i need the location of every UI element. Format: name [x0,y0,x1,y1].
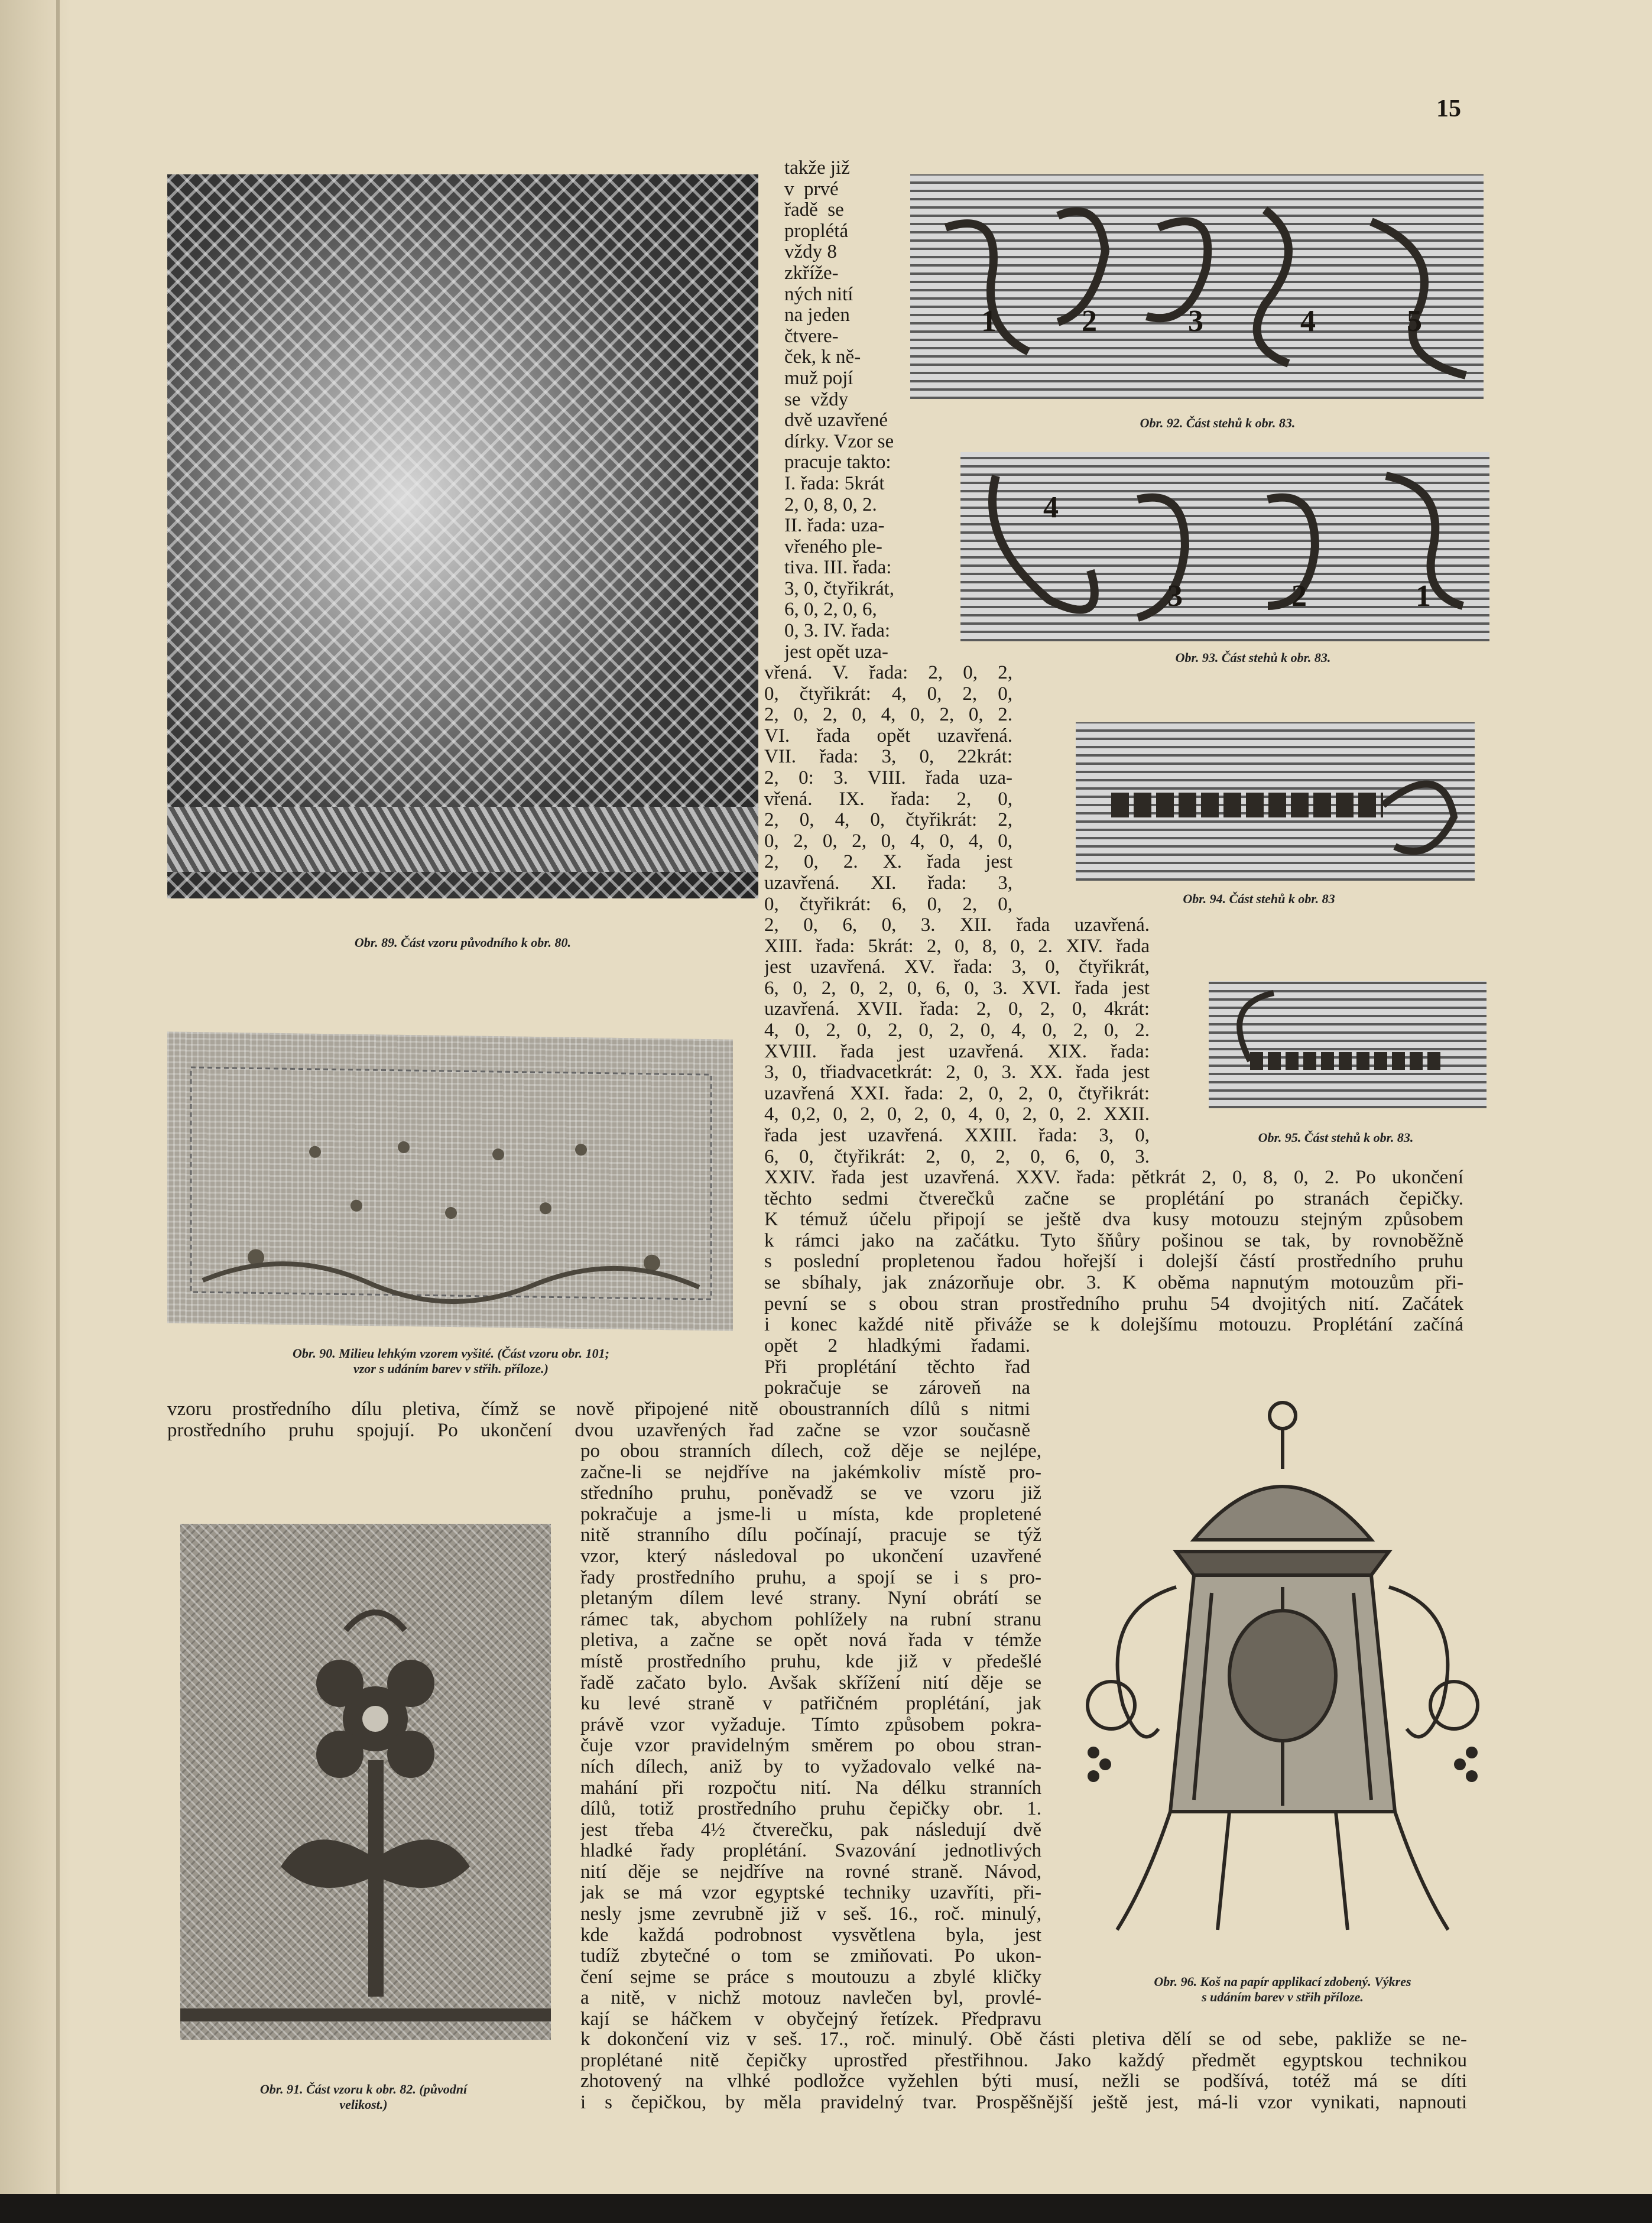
text-lower-mid-line: kde každá podrobnost vysvětlena byla, jest [580,1925,1041,1946]
text-narrow-line: takže již [784,158,850,179]
figure-92-overlay [910,174,1484,399]
text-lower-mid-line: nitě stranního dílu počínají, pracuje se týž [580,1525,1041,1546]
figure-90-motifs [167,1031,733,1330]
page-bottom-edge [0,2194,1652,2223]
text-lower-mid-line: vzor, který následoval po ukončení uzavřené [580,1546,1041,1567]
text-lower-mid-line: začne-li se nejdříve na jakémkoliv místě pro- [580,1462,1041,1483]
text-lower-mid-line: ku levé straně v patřičném proplétání, jak [580,1693,1041,1715]
text-lower-mid-line: právě vzor vyžaduje. Tímto způsobem pokra- [580,1714,1041,1735]
text-lower-mid-line: rámec tak, abychom pohlížely na rubní stranu [580,1609,1041,1630]
text-narrow-line: řadě se [784,200,844,221]
text-lower-mid-line: středního pruhu, poněvadž se ve vzoru již [580,1483,1041,1504]
figure-94-caption: Obr. 94. Část stehů k obr. 83 [1183,891,1335,906]
text-narrow-line: ných nití [784,284,853,305]
figure-89-embroidery-pattern [167,174,758,898]
body-text-full-width-middle [764,1167,1463,1336]
body-text-upper-wide-column [764,915,1150,1167]
text-upper-wide-line: 6, 0, 2, 0, 2, 0, 6, 0, 3. XVI. řada jest [764,978,1150,999]
body-text-bottom [580,2029,1467,2113]
text-bottom-line: zhotovený na vlhké podložce vyžehlen býti musí, nežli se podšívá, totéž má se díti [580,2071,1467,2092]
text-upper-wide-line: uzavřená XXI. řada: 2, 0, 2, 0, čtyřikrát: [764,1083,1150,1104]
text-narrow-line: dírky. Vzor se [784,431,894,452]
text-very-wide-line: vzoru prostředního dílu pletiva, čímž se nově připojené nitě oboustranních dílů s nitmi [167,1399,1030,1420]
figure-91-caption-line-2: velikost.) [339,2097,388,2112]
text-upper-wide-line: XVIII. řada jest uzavřená. XIX. řada: [764,1041,1150,1062]
text-lower-mid-line: tudíž zbytečné o tom se zmiňovati. Po ukon- [580,1946,1041,1967]
text-lower-mid-line: řadě začato bylo. Avšak skřížení nití děje se [580,1672,1041,1693]
text-narrow-line: jest opět uza- [784,641,888,663]
figure-95-stitches [1209,981,1487,1108]
text-lower-mid-line: mahání při rozpočtu nití. Na délku stranních [580,1777,1041,1799]
figure-93-label-1: 1 [1416,579,1431,613]
text-short-line: Při proplétání těchto řad [764,1356,1030,1378]
figure-96-caption [1076,1974,1489,2005]
text-very-wide-line: prostředního pruhu spojují. Po ukončení dvou uzavřených řad začne se vzor současně [167,1420,1030,1441]
text-medium-line: 0, čtyřikrát: 6, 0, 2, 0, [764,894,1012,915]
figure-92-label-3: 3 [1188,304,1203,338]
figure-90-caption-line-2: vzor s udáním barev v střih. příloze.) [353,1361,549,1376]
text-lower-mid-line: pletaným dílem levé strany. Nyní obrátí se [580,1588,1041,1609]
text-lower-mid-line: pletiva, a začne se opět nová řada v témže [580,1630,1041,1651]
text-narrow-line: muž pojí [784,368,853,389]
figure-93-label-2: 2 [1291,579,1307,613]
figure-89-caption: Obr. 89. Část vzoru původního k obr. 80. [354,935,572,950]
text-lower-mid-line: pokračuje a jsme-li u místa, kde propletené [580,1504,1041,1525]
text-upper-wide-line: 3, 0, třiadvacetkrát: 2, 0, 3. XX. řada jest [764,1062,1150,1083]
text-narrow-line: čtvere- [784,326,839,347]
text-narrow-line: 0, 3. IV. řada: [784,621,891,642]
text-narrow-line: tiva. III. řada: [784,557,892,579]
text-medium-line: 2, 0, 2, 0, 4, 0, 2, 0, 2. [764,705,1012,726]
figure-96-caption-line-1: Obr. 96. Koš na papír applikací zdobený. Výkres [1154,1974,1411,1989]
text-medium-line: 2, 0, 2. X. řada jest [764,852,1012,873]
figure-93-label-3: 3 [1167,579,1183,613]
figure-91-flower-motif [180,1524,551,2040]
figure-90-milieu-cloth [167,1031,733,1330]
body-text-narrow-column [784,158,921,663]
text-medium-line: 0, 2, 0, 2, 0, 4, 0, 4, 0, [764,830,1012,852]
text-lower-mid-line: kají se háčkem v obyčejný řetízek. Předpravu [580,2009,1041,2030]
figure-92-caption: Obr. 92. Část stehů k obr. 83. [1140,416,1296,430]
text-upper-wide-line: 4, 0, 2, 0, 2, 0, 2, 0, 4, 0, 2, 0, 2. [764,1020,1150,1041]
text-full-mid-line: se sbíhaly, jak znázorňuje obr. 3. K oběma napnutým motouzům při- [764,1272,1463,1293]
text-narrow-line: dvě uzavřené [784,410,888,431]
text-lower-mid-line: ních dílech, aniž by to vyžadovalo velké na- [580,1756,1041,1777]
text-medium-line: 2, 0: 3. VIII. řada uza- [764,767,1012,788]
text-lower-mid-line: nití děje se nejdříve na rovné straně. Návod, [580,1861,1041,1883]
text-narrow-line: vždy 8 [784,242,837,263]
figure-95-overlay [1209,981,1487,1108]
text-medium-line: VI. řada opět uzavřená. [764,725,1012,747]
text-medium-line: 2, 0, 4, 0, čtyřikrát: 2, [764,810,1012,831]
text-narrow-line: 2, 0, 8, 0, 2. [784,494,877,515]
text-full-mid-line: XXIV. řada jest uzavřená. XXV. řada: pětkrát 2, 0, 8, 0, 2. Po ukončení [764,1167,1463,1188]
figure-92-label-1: 1 [981,304,997,338]
text-full-mid-line: s poslední propletenou řadou hořejší i dolejší částí prostředního pruhu [764,1251,1463,1273]
text-lower-mid-line: čení sejme se práce s moutouzu a zbylé kličky [580,1966,1041,1988]
text-narrow-line: proplétá [784,220,849,242]
text-lower-mid-line: místě prostředního pruhu, kde již v předešlé [580,1651,1041,1672]
text-narrow-line: 3, 0, čtyřikrát, [784,578,895,599]
text-narrow-line: vřeného ple- [784,536,882,557]
figure-91-caption-line-1: Obr. 91. Část vzoru k obr. 82. (původní [259,2082,468,2097]
text-medium-line: 0, čtyřikrát: 4, 0, 2, 0, [764,683,1012,705]
page-number: 15 [1436,95,1461,122]
figure-92-label-2: 2 [1082,304,1097,338]
text-narrow-line: ček, k ně- [784,347,861,368]
body-text-short-lines [764,1336,1030,1399]
figure-96-caption-line-2: s udáním barev v střih příloze. [1202,1990,1364,2004]
text-full-mid-line: těchto sedmi čtverečků začne se proplétání po stranách čepičky. [764,1188,1463,1209]
text-lower-mid-line: jak se má vzor egyptské techniky uzavříti, při- [580,1883,1041,1904]
text-narrow-line: 6, 0, 2, 0, 6, [784,599,877,621]
figure-90-caption [167,1346,735,1377]
text-narrow-line: se vždy [784,389,849,410]
text-short-line: opět 2 hladkými řadami. [764,1336,1030,1356]
text-lower-mid-line: a nitě, v nichž motouz navlečen byl, provlé- [580,1988,1041,2009]
text-medium-line: vřená. IX. řada: 2, 0, [764,788,1012,810]
text-full-mid-line: pevní se s obou stran prostředního pruhu 54 dvojitých nití. Začátek [764,1293,1463,1315]
figure-93-overlay [960,452,1489,641]
text-short-line: pokračuje se zároveň na [764,1378,1030,1399]
book-spine-shadow [0,0,71,2223]
text-narrow-line: na jeden [784,305,850,326]
text-narrow-line: v prvé [784,179,839,200]
figure-93-caption: Obr. 93. Část stehů k obr. 83. [1175,650,1331,665]
text-narrow-line: I. řada: 5krát [784,473,885,494]
figure-90-caption-line-1: Obr. 90. Milieu lehkým vzorem vyšité. (Část vzoru obr. 101; [293,1346,609,1361]
figure-92-label-4: 4 [1300,304,1316,338]
text-upper-wide-line: 2, 0, 6, 0, 3. XII. řada uzavřená. [764,915,1150,936]
body-text-very-wide [167,1399,1030,1441]
text-bottom-line: proplétané nitě čepičky uprostřed přestřihnou. Jako každý předmět egyptskou technikou [580,2050,1467,2071]
figure-89-border-band [167,807,758,872]
text-medium-line: vřená. V. řada: 2, 0, 2, [764,663,1012,683]
text-upper-wide-line: XIII. řada: 5krát: 2, 0, 8, 0, 2. XIV. řada [764,936,1150,957]
text-lower-mid-line: po obou stranních dílech, což děje se nejlépe, [580,1441,1041,1462]
body-text-lower-middle-column [580,1441,1041,2030]
figure-96-drawing [1076,1398,1489,1962]
text-medium-line: VII. řada: 3, 0, 22krát: [764,747,1012,768]
body-text-medium-column [764,663,1012,915]
text-full-mid-line: K témuž účelu připojí se ještě dva kusy motouzu stejným způsobem [764,1209,1463,1231]
text-narrow-line: pracuje takto: [784,452,891,473]
text-lower-mid-line: čuje vzor pravidelným směrem po obou stran- [580,1735,1041,1757]
figure-96-waste-paper-basket [1076,1398,1489,1962]
text-upper-wide-line: jest uzavřená. XV. řada: 3, 0, čtyřikrát, [764,957,1150,978]
figure-92-label-5: 5 [1407,304,1422,338]
figure-92-stitches [910,174,1484,399]
figure-95-caption: Obr. 95. Část stehů k obr. 83. [1258,1130,1414,1145]
text-upper-wide-line: 4, 0,2, 0, 2, 0, 2, 0, 4, 0, 2, 0, 2. XXII. [764,1104,1150,1125]
text-upper-wide-line: uzavřená. XVII. řada: 2, 0, 2, 0, 4krát: [764,999,1150,1020]
text-upper-wide-line: řada jest uzavřená. XXIII. řada: 3, 0, [764,1125,1150,1146]
text-bottom-line: k dokončení viz v seš. 17., roč. minulý. Obě části pletiva dělí se od sebe, pakliže se ne- [580,2029,1467,2050]
figure-91-caption [177,2082,550,2112]
text-upper-wide-line: 6, 0, čtyřikrát: 2, 0, 2, 0, 6, 0, 3. [764,1146,1150,1167]
text-lower-mid-line: nesly jsme zevrubně již v seš. 16., roč. minulý, [580,1904,1041,1925]
text-lower-mid-line: hladké řady proplétání. Svazování jednotlivých [580,1841,1041,1862]
text-full-mid-line: k rámci jako na začátku. Tyto šňůry pošinou se tak, by rovnoběžně [764,1230,1463,1251]
figure-94-overlay [1076,722,1475,881]
figure-91-flower-pattern [180,1524,551,2040]
text-narrow-line: zkříže- [784,262,839,284]
text-lower-mid-line: dílů, totiž prostředního pruhu čepičky obr. 1. [580,1799,1041,1820]
figure-93-stitches [960,452,1489,641]
figure-94-stitches [1076,722,1475,881]
text-lower-mid-line: jest třeba 4½ čtverečku, pak následují dvě [580,1819,1041,1841]
text-bottom-line: i s čepičkou, by měla pravidelný tvar. Prospěšnější ještě jest, má-li vzor vynikati, napnouti [580,2092,1467,2113]
text-narrow-line: II. řada: uza- [784,515,885,537]
text-lower-mid-line: řady prostředního pruhu, a spojí se i s pro- [580,1567,1041,1588]
text-full-mid-line: i konec každé nitě přiváže se k dolejšímu motouzu. Proplétání začíná [764,1315,1463,1336]
text-medium-line: uzavřená. XI. řada: 3, [764,872,1012,894]
figure-93-label-4: 4 [1043,491,1059,524]
